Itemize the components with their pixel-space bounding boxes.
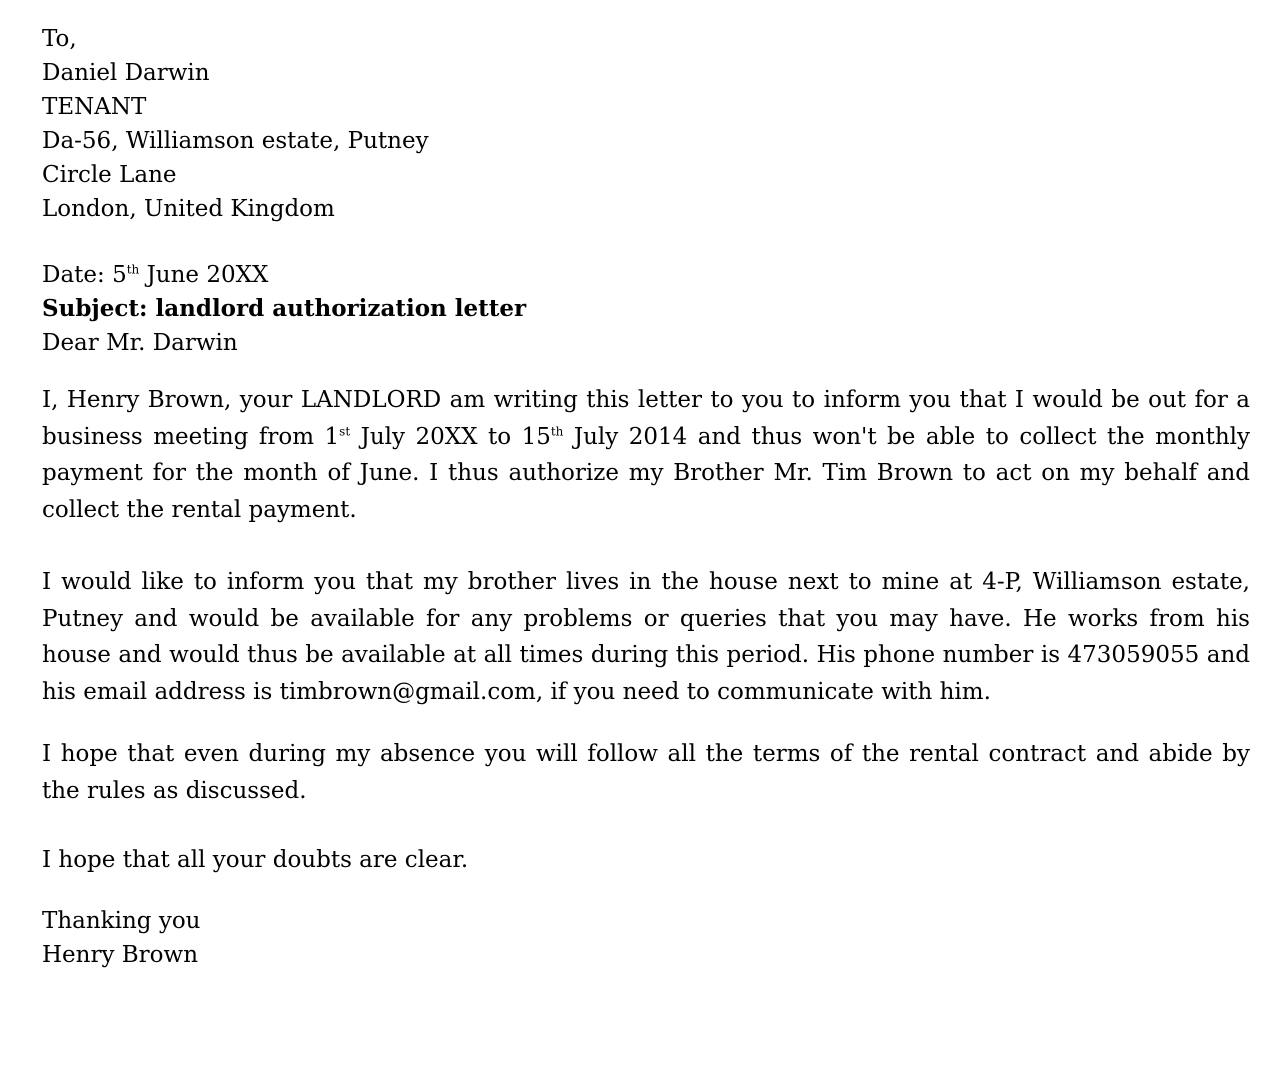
recipient-address-line2: Circle Lane: [42, 162, 177, 188]
letter-subject: Subject: landlord authorization letter: [42, 295, 527, 322]
recipient-address-line3: London, United Kingdom: [42, 196, 335, 222]
letter-greeting: Dear Mr. Darwin: [42, 330, 238, 356]
body-paragraph-4: I hope that all your doubts are clear.: [42, 847, 469, 873]
recipient-block: [42, 22, 429, 226]
closing-block: [42, 904, 200, 972]
recipient-role: TENANT: [42, 94, 147, 120]
date-superscript: th: [126, 262, 140, 277]
letter-date: [42, 258, 526, 292]
p1-text-a: I, Henry Brown, your LANDLORD am writing this letter to you to inform you that I would be out for a business meeting from 1: [42, 387, 1250, 450]
date-suffix: June 20XX: [139, 262, 269, 288]
body-paragraph-2: I would like to inform you that my brother lives in the house next to mine at 4-P, Williamson estate, Putney and would be available for any problems or queries that you may have. He works from his house and would thus be available at all times during this period. His phone number is 473059055 and his email address is timbrown@gmail.com, if you need to communicate with him.: [42, 569, 1250, 705]
recipient-address-line1: Da-56, Williamson estate, Putney: [42, 128, 429, 154]
body-paragraph-3: I hope that even during my absence you will follow all the terms of the rental contract and abide by the rules as discussed.: [42, 741, 1250, 804]
signature-name: Henry Brown: [42, 942, 199, 968]
sign-off: Thanking you: [42, 908, 201, 934]
recipient-name: Daniel Darwin: [42, 60, 210, 86]
p1-superscript-2: th: [550, 423, 564, 438]
body-paragraph-1: [42, 382, 1250, 528]
p1-text-b: July 20XX to 15: [350, 423, 551, 450]
header-block: [42, 258, 526, 360]
p1-text-c: July 2014 and thus won't be able to collect the monthly payment for the month of June. I thus authorize my Brother Mr. Tim Brown to act on my behalf and collect the rental payment.: [42, 423, 1251, 523]
p1-superscript-1: st: [339, 423, 351, 438]
to-label: To,: [42, 26, 77, 52]
date-prefix: Date: 5: [42, 262, 127, 288]
